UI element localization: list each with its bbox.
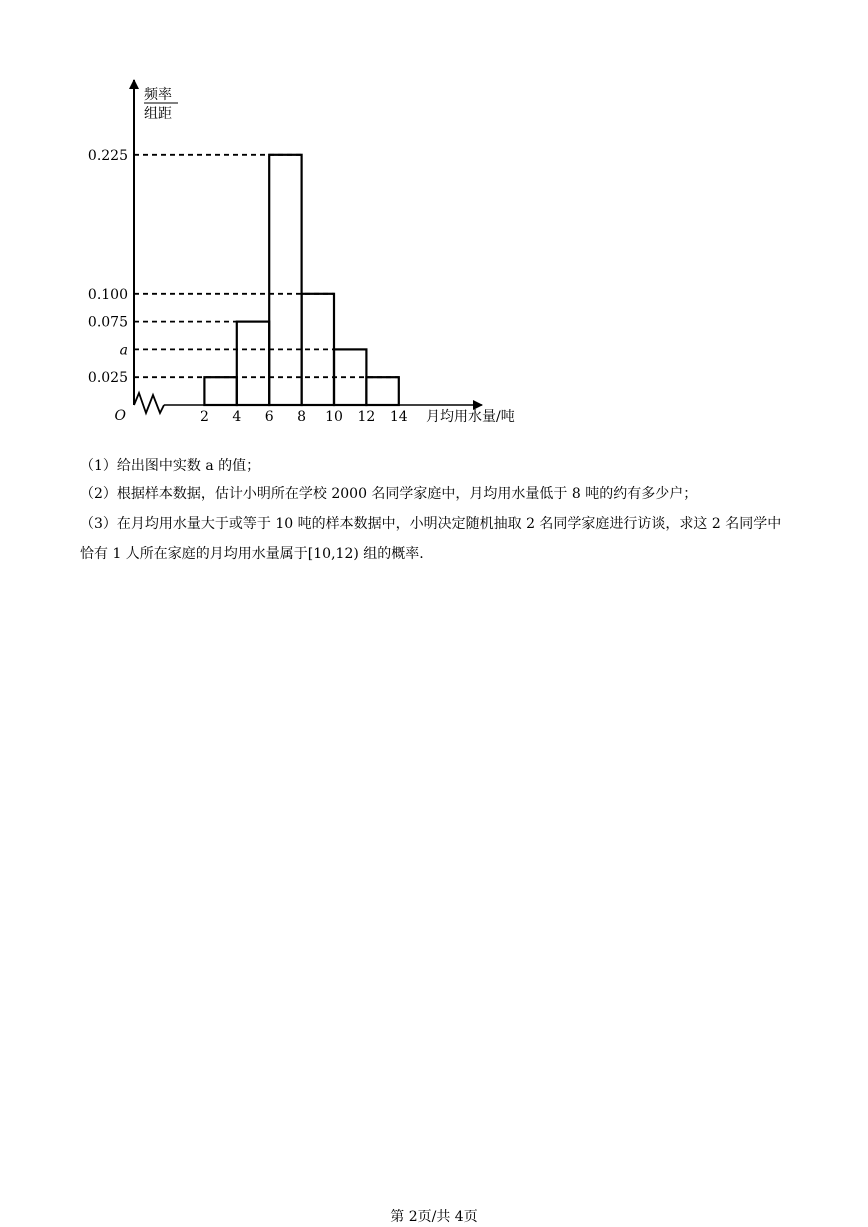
y-tick-label: 0.100 xyxy=(87,286,128,303)
question-3: （3）在月均用水量大于或等于 10 吨的样本数据中，小明决定随机抽取 2 名同学家庭进行访谈，求这 2 名同学中恰有 1 人所在家庭的月均用水量属于[10,12) 组的概率. xyxy=(80,516,782,562)
x-tick-label: 12 xyxy=(357,409,376,425)
x-tick-label: 2 xyxy=(199,409,209,425)
axis-break-zigzag xyxy=(134,393,164,413)
x-tick-label: 14 xyxy=(389,409,408,425)
y-tick-label: 0.075 xyxy=(87,314,128,331)
y-axis-label-bottom: 组距 xyxy=(144,106,172,122)
x-tick-label: 8 xyxy=(297,409,307,425)
histogram-bar xyxy=(204,377,236,405)
y-tick-label: a xyxy=(119,342,128,359)
page-footer: 第 2页/共 4页 xyxy=(390,1209,478,1225)
y-tick-label: 0.225 xyxy=(87,147,128,164)
histogram-bar xyxy=(269,155,301,405)
y-tick-label: 0.025 xyxy=(87,370,128,387)
histogram-bar xyxy=(237,322,269,405)
x-tick-label: 4 xyxy=(232,409,242,425)
x-tick-label: 10 xyxy=(325,409,343,425)
x-tick-label: 6 xyxy=(264,409,274,425)
question-1: （1）给出图中实数 a 的值； xyxy=(80,458,261,474)
x-axis-label: 月均用水量/吨 xyxy=(426,409,515,425)
histogram-bar xyxy=(366,377,398,405)
frequency-histogram xyxy=(0,0,868,440)
origin-label: O xyxy=(114,408,126,424)
y-axis-label-top: 频率 xyxy=(144,87,172,103)
question-2: （2）根据样本数据，估计小明所在学校 2000 名同学家庭中，月均用水量低于 8 吨的约有多少户； xyxy=(80,486,698,502)
